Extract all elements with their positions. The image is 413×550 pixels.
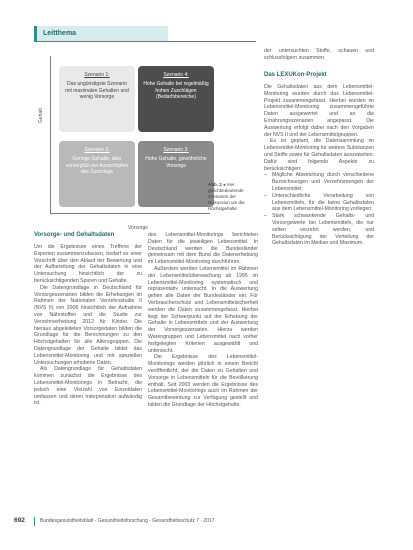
- page-number: 692: [14, 517, 25, 524]
- x-axis-label: Vorsorge: [128, 225, 149, 231]
- paragraph: Die Datengrundlage in Deutschland für Vorsorgeszenarien bilden die Erhebungen im Rahmen der Nationalen Verzehrsstudie II (NVS II) von 2006 hinsichtlich der Aufnahme von Nährstoffen und die Studie zur Verzehrserhebung 2012 für Kinder. Die hieraus abgeleiteten Vorsorgedaten bilden die Grundlage für die Berechnungen zu den Höchstgehalten für alle Altersgruppen. Die Datengrundlage der Gehalte bildet das Lebensmittel-Monitoring und mit speziellen Untersuchungen erhobene Daten.: [34, 284, 142, 366]
- list-item: – Mögliche Abweichung durch verschiedene Bezeichnungen und Verzehrsmengen der Lebensmittel;: [264, 172, 374, 192]
- section-label: Leitthema: [34, 26, 168, 41]
- list-item: – Stark schwankende Gehalts- und Vorsorgewerte bei Lebensmitteln, die nur selten verzehrt werden, und Berücksichtigung der Verteilung der Gehaltsdaten im Median und Maximum.: [264, 213, 374, 247]
- y-axis-label: Gehalt: [38, 108, 44, 123]
- paragraph: Die Gehaltsdaten aus dem Lebensmittel-Monitoring wurden durch das Lebensmittel-Projekt zusammengefasst. Hierbei wurden im Lebensmittel-Monitoring zusammengeführte Daten ausgewertet und an die Ernährungsszenarien angepasst. Die Auswertung erfolgt dabei nach den Vorgaben der NVS II und der Lebensmittelgruppen.: [264, 84, 374, 138]
- figure-caption: [208, 182, 258, 212]
- list-item: – Unterschiedliche Verarbeitung von Lebensmitteln, für die keine Gehaltsdaten aus dem Lebensmittel-Monitoring vorliegen;: [264, 193, 374, 213]
- quadrant-description: Geringe Gehalte, aber vorsorglich ein Ausschöpfen des Zuschlags: [65, 156, 129, 175]
- bullet-list: [264, 172, 374, 247]
- figure-caption-label: Abb. 2: [208, 182, 222, 187]
- quadrant-scenario-1: [59, 66, 135, 132]
- quadrant-scenario-2: [59, 141, 135, 207]
- section-heading-project: Das LEXUKon-Projekt: [264, 72, 327, 78]
- quadrant-description: Das ungünstigste Szenario mit maximalen Gehalten und wenig Vorsorge: [65, 81, 129, 100]
- quadrant-title: Szenario 4:: [163, 72, 189, 78]
- x-axis: [50, 213, 210, 214]
- paragraph: Als Datengrundlage für Gehaltsdaten kommen zunächst die Ergebnisse des Lebensmittel-Monitorings in Betracht, die jedoch eine Vielzahl von Einzeldaten umfassen und deren Interpretation aufwändig ist.: [34, 366, 142, 407]
- quadrant-scenario-4: [138, 66, 214, 132]
- middle-column: [148, 232, 258, 409]
- quadrant-scenario-3: [138, 141, 214, 207]
- paragraph: Die Ergebnisse des Lebensmittel-Monitorings werden jährlich in einem Bericht veröffentlicht, der die Daten zu Gehalten und Vorsorge in Lebensmitteln für die Bevölkerung enthält. Seit 2003 werden die Ergebnisse des Lebensmittel-Monitorings auch im Rahmen der Gesamtbewertung zur Verfügung gestellt und bilden die Grundlage der Höchstgehalte.: [148, 354, 258, 408]
- paragraph: Außerdem werden Lebensmittel im Rahmen der Lebensmittelüberwachung ab 1995 im Lebensmittel-Monitoring systematisch und repräsentativ untersucht. In die Auswertung gehen alle Daten der Bundesländer ein. Für Verbraucherschutz und Lebensmittelsicherheit werden die Daten zusammengefasst. Hierbei liegt der Schwerpunkt auf der Erhebung der Gehalte in Lebensmitteln und der Auswertung der Vorsorgeszenarien. Hierzu werden Warengruppen und Lebensmittel nach vorher festgelegten Kriterien ausgewählt und untersucht.: [148, 265, 258, 354]
- journal-title: Bundesgesundheitsblatt - Gesundheitsforschung - Gesundheitsschutz 7 · 2017: [40, 518, 215, 524]
- paragraph: Es ist geplant, die Datensammlung im Lebensmittel-Monitoring für weitere Substanzen und Stoffe sowie für Gehaltsdaten auszuweiten. Dafür sind folgende Aspekte zu berücksichtigen:: [264, 138, 374, 172]
- right-column: [264, 84, 374, 247]
- y-axis: [50, 56, 51, 214]
- quadrant-description: Hohe Gehalte, gewöhnliche Vorsorge: [145, 156, 207, 169]
- right-column-intro: der untersuchten Stoffe, schauen und schlussfolgern zusammen.: [264, 48, 374, 61]
- quadrant-title: Szenario 1:: [84, 72, 110, 78]
- quadrant-title: Szenario 3:: [163, 147, 189, 153]
- footer-divider: [34, 517, 35, 526]
- figure-caption-text: ◂ Vier gleichbedeutende Szenarien der Diskussion um die Höchstgehalte: [208, 182, 245, 211]
- paragraph: Um die Ergebnisse eines Treffens der Experten zusammenzufassen, bedarf es einer Vorschrift über den Ablauf der Bewertung und der Aufbereitung der Gehaltsdaten in eine Untersuchung hinsichtlich der zu berücksichtigenden Spuren und Gehalte.: [34, 244, 142, 284]
- paragraph: des Lebensmittel-Monitorings berichteten Daten für die jeweiligen Lebensmittel. In Deutschland werden die Bundesländer gemeinsam mit dem Bund die Datenerhebung im Lebensmittel-Monitoring durchführen.: [148, 232, 258, 266]
- header-rule: [34, 41, 256, 42]
- section-heading-vorsorge: Vorsorge- und Gehaltsdaten: [34, 232, 115, 238]
- left-column: [34, 244, 142, 407]
- quadrant-description: Hohe Gehalte bei regelmäßig hohen Zuschlägen (Bedarfsbereiche): [143, 81, 209, 100]
- quadrant-title: Szenario 2:: [84, 147, 110, 153]
